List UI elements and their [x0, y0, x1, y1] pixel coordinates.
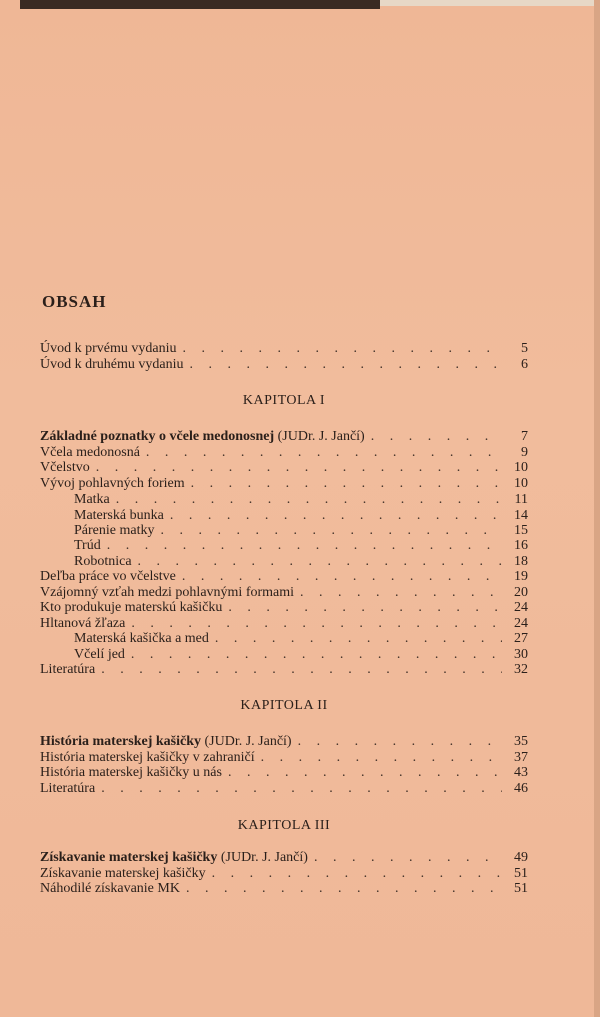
toc-entry-label: [40, 850, 308, 866]
lead-title: História materskej kašičky: [40, 734, 201, 749]
toc-entry-label: Náhodilé získavanie MK: [40, 881, 180, 896]
toc-entry: [74, 492, 528, 508]
toc-entry: [40, 781, 528, 797]
leader-dots: [186, 881, 502, 897]
toc-entry-lead: [40, 850, 528, 866]
toc-entry: [40, 750, 528, 766]
toc-entry-label: Párenie matky: [74, 523, 155, 538]
toc-entry: [40, 476, 528, 492]
toc-entry-page: 14: [514, 508, 528, 523]
toc-entry-label: [40, 429, 365, 445]
leader-dots: [314, 850, 502, 866]
toc-entry-label: Literatúra: [40, 662, 96, 677]
toc-entry: [74, 538, 528, 554]
leader-dots: [131, 616, 502, 632]
toc-entry-page: 20: [514, 585, 528, 600]
toc-entry-label: Literatúra: [40, 781, 96, 796]
toc-entry: [74, 523, 528, 539]
toc-entry-page: 16: [514, 538, 528, 553]
toc-entry-label: Vývoj pohlavných foriem: [40, 476, 185, 491]
toc-entry-page: 49: [514, 850, 528, 865]
toc-entry-label: História materskej kašičky v zahraničí: [40, 750, 255, 765]
leader-dots: [189, 357, 502, 373]
toc-entry-label: Vzájomný vzťah medzi pohlavnými formami: [40, 585, 295, 600]
toc-entry-label: Získavanie materskej kašičky: [40, 866, 206, 881]
toc-entry-label: Materská kašička a med: [74, 631, 209, 646]
toc-entry: [74, 554, 528, 570]
toc-entry-page: 6: [521, 357, 528, 372]
toc-entry-page: 35: [514, 734, 528, 749]
toc-entry: [40, 866, 528, 882]
toc-entry-label: Trúd: [74, 538, 101, 553]
toc-entry-label: Robotnica: [74, 554, 132, 569]
page-edge-shadow: [20, 0, 380, 9]
toc-entry: [40, 569, 528, 585]
page-edge-right: [594, 0, 600, 1017]
toc-entry-label: História materskej kašičky u nás: [40, 765, 222, 780]
toc-entry-page: 10: [514, 476, 528, 491]
toc-entry: [74, 631, 528, 647]
toc-entry-page: 24: [514, 600, 528, 615]
toc-entry-label: Včelstvo: [40, 460, 90, 475]
leader-dots: [160, 523, 502, 539]
leader-dots: [116, 492, 502, 508]
toc-entry: [40, 357, 528, 373]
toc-entry-page: 51: [514, 866, 528, 881]
lead-title: Získavanie materskej kašičky: [40, 850, 218, 865]
toc-entry-lead: [40, 429, 528, 445]
toc-entry: [40, 460, 528, 476]
toc-entry-label: [40, 734, 292, 750]
toc-entry-label: Kto produkuje materskú kašičku: [40, 600, 223, 615]
toc-entry: [40, 341, 528, 357]
toc-entry-label: Deľba práce vo včelstve: [40, 569, 176, 584]
toc-entry: [40, 881, 528, 897]
toc-entry: [40, 765, 528, 781]
leader-dots: [138, 554, 502, 570]
toc-entry-lead: [40, 734, 528, 750]
lead-title: Základné poznatky o včele medonosnej: [40, 429, 275, 444]
toc-entry-page: 27: [514, 631, 528, 646]
toc-entry-page: 5: [521, 341, 528, 356]
toc-entry: [74, 647, 528, 663]
leader-dots: [212, 866, 502, 882]
toc-entry: [40, 600, 528, 616]
leader-dots: [182, 341, 502, 357]
toc-entry-label: Matka: [74, 492, 110, 507]
leader-dots: [228, 765, 502, 781]
toc-entry-label: Včelí jed: [74, 647, 125, 662]
leader-dots: [170, 508, 502, 524]
toc-entry: [74, 508, 528, 524]
leader-dots: [101, 781, 502, 797]
leader-dots: [371, 429, 502, 445]
toc-entry: [40, 616, 528, 632]
page-edge-paper: [380, 0, 600, 6]
leader-dots: [228, 600, 502, 616]
toc-entry: [40, 445, 528, 461]
toc-entry-page: 24: [514, 616, 528, 631]
toc-entry-label: Hltanová žľaza: [40, 616, 126, 631]
chapter-heading: KAPITOLA III: [237, 818, 331, 833]
toc-entry-page: 11: [514, 492, 528, 507]
lead-author: (JUDr. J. Jančí): [217, 850, 308, 865]
leader-dots: [101, 662, 502, 678]
toc-title: OBSAH: [42, 292, 107, 311]
lead-author: (JUDr. J. Jančí): [274, 429, 365, 444]
toc-entry-label: Úvod k druhému vydaniu: [40, 357, 184, 372]
chapter-heading: KAPITOLA I: [242, 393, 326, 408]
leader-dots: [261, 750, 502, 766]
toc-entry-label: Materská bunka: [74, 508, 164, 523]
chapter-heading: KAPITOLA II: [240, 698, 328, 713]
toc-entry-page: 15: [514, 523, 528, 538]
toc-entry-page: 51: [514, 881, 528, 896]
leader-dots: [96, 460, 502, 476]
leader-dots: [107, 538, 502, 554]
toc-entry-page: 18: [514, 554, 528, 569]
lead-author: (JUDr. J. Jančí): [200, 734, 292, 749]
toc-entry-label: Včela medonosná: [40, 445, 140, 460]
leader-dots: [131, 647, 502, 663]
toc-entry-page: 46: [514, 781, 528, 796]
toc-entry-page: 19: [514, 569, 528, 584]
toc-entry-page: 43: [514, 765, 528, 780]
leader-dots: [215, 631, 502, 647]
leader-dots: [191, 476, 502, 492]
toc-entry: [40, 585, 528, 601]
toc-entry-page: 30: [514, 647, 528, 662]
leader-dots: [182, 569, 502, 585]
leader-dots: [146, 445, 502, 461]
toc-entry-page: 10: [514, 460, 528, 475]
leader-dots: [300, 585, 502, 601]
toc-entry-label: Úvod k prvému vydaniu: [40, 341, 177, 356]
toc-entry-page: 37: [514, 750, 528, 765]
toc-entry-page: 32: [514, 662, 528, 677]
leader-dots: [298, 734, 502, 750]
toc-entry: [40, 662, 528, 678]
toc-entry-page: 9: [521, 445, 528, 460]
toc-entry-page: 7: [521, 429, 528, 444]
